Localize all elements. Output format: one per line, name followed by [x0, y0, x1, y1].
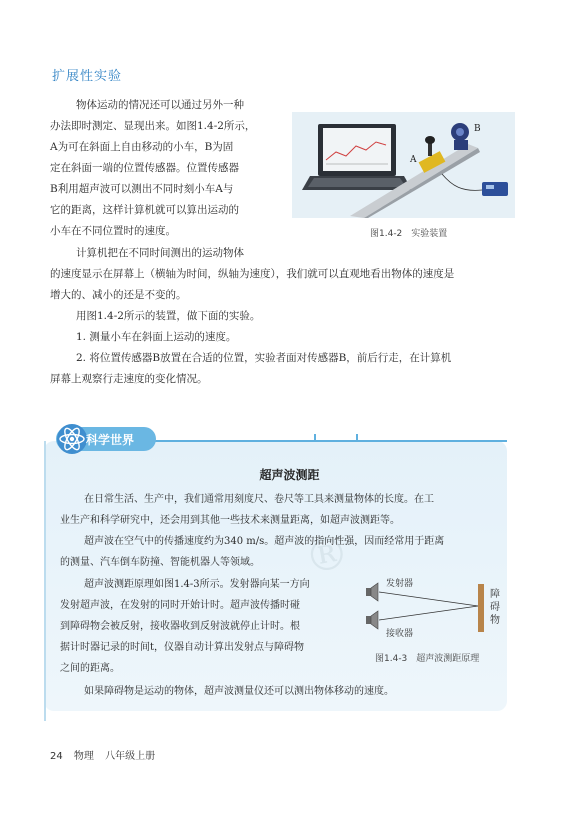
intro-line: 小车在不同位置时的速度。: [50, 225, 176, 237]
box-paragraph-line: 超声波测距原理如图1.4-3所示。发射器向某一方向: [84, 579, 310, 590]
atom-icon: [56, 423, 88, 455]
intro-line: A为可在斜面上自由移动的小车，B为固: [50, 141, 234, 153]
body-line: 1. 测量小车在斜面上运动的速度。: [76, 331, 237, 343]
box-paragraph-line: 之间的距离。: [60, 663, 120, 674]
apparatus-illustration: [292, 112, 515, 218]
box-heading: 超声波测距: [259, 468, 320, 482]
emitter-speaker-icon: [366, 583, 378, 601]
box-header-rule: [128, 440, 507, 442]
box-paragraph-line: 超声波在空气中的传播速度约为340 m/s。超声波的指向性强，因而经常用于距离: [84, 536, 445, 547]
grade-label: 八年级上册: [105, 751, 156, 762]
box-paragraph-line: 如果障碍物是运动的物体，超声波测量仪还可以测出物体移动的速度。: [84, 686, 394, 697]
obstacle-bar: [478, 584, 484, 632]
box-left-border: [44, 441, 46, 721]
page-footer: [50, 747, 163, 762]
intro-line: 办法即时测定、显现出来。如图1.4-2所示，: [50, 120, 256, 132]
experiment-apparatus-figure: [292, 112, 515, 218]
intro-line: 物体运动的情况还可以通过另外一种: [76, 99, 244, 111]
receiver-speaker-icon: [366, 611, 378, 629]
box-header-tick: [356, 434, 358, 442]
body-line: 增大的、减小的还是不变的。: [50, 289, 187, 301]
figure-caption: 图1.4-2 实验装置: [370, 229, 448, 239]
ultrasonic-ranging-diagram: [360, 574, 510, 654]
intro-line: 它的距离，这样计算机就可以算出运动的: [50, 204, 239, 216]
obstacle-label: 障 碍 物: [490, 589, 500, 626]
label-b: B: [474, 124, 481, 134]
subject-label: 物理: [73, 751, 94, 762]
box-paragraph-line: 到障碍物会被反射，接收器收到反射波就停止计时。根: [60, 621, 300, 632]
box-paragraph-line: 的测量、汽车倒车防撞、智能机器人等领域。: [60, 557, 260, 568]
box-paragraph-line: 据计时器记录的时间t，仪器自动计算出发射点与障碍物: [60, 642, 305, 653]
box-header-tick: [314, 434, 316, 442]
page-number: 24: [50, 751, 63, 762]
body-line: 2. 将位置传感器B放置在合适的位置，实验者面对传感器B，前后行走，在计算机: [76, 352, 452, 364]
box-paragraph-line: 业生产和科学研究中，还会用到其他一些技术来测量距离，如超声波测距等。: [60, 515, 400, 526]
section-label: 扩展性实验: [52, 69, 123, 84]
body-line: 屏幕上观察行走速度的变化情况。: [50, 373, 208, 385]
body-line: 用图1.4-2所示的装置，做下面的实验。: [76, 310, 261, 322]
intro-line: B利用超声波可以测出不同时刻小车A与: [50, 183, 234, 195]
label-a: A: [410, 155, 417, 165]
receiver-label: 接收器: [386, 629, 414, 639]
figure-caption: 图1.4-3 超声波测距原理: [375, 654, 480, 664]
box-paragraph-line: 在日常生活、生产中，我们通常用刻度尺、卷尺等工具来测量物体的长度。在工: [84, 494, 434, 505]
intro-line: 定在斜面一端的位置传感器。位置传感器: [50, 162, 239, 174]
box-paragraph-line: 发射超声波，在发射的同时开始计时。超声波传播时碰: [60, 600, 300, 611]
body-line: 计算机把在不同时间测出的运动物体: [76, 247, 244, 259]
watermark: ®: [300, 526, 354, 585]
emitter-label: 发射器: [386, 579, 414, 589]
body-line: 的速度显示在屏幕上（横轴为时间，纵轴为速度），我们就可以直观地看出物体的速度是: [50, 268, 455, 280]
science-world-badge-label: 科学世界: [86, 433, 135, 447]
